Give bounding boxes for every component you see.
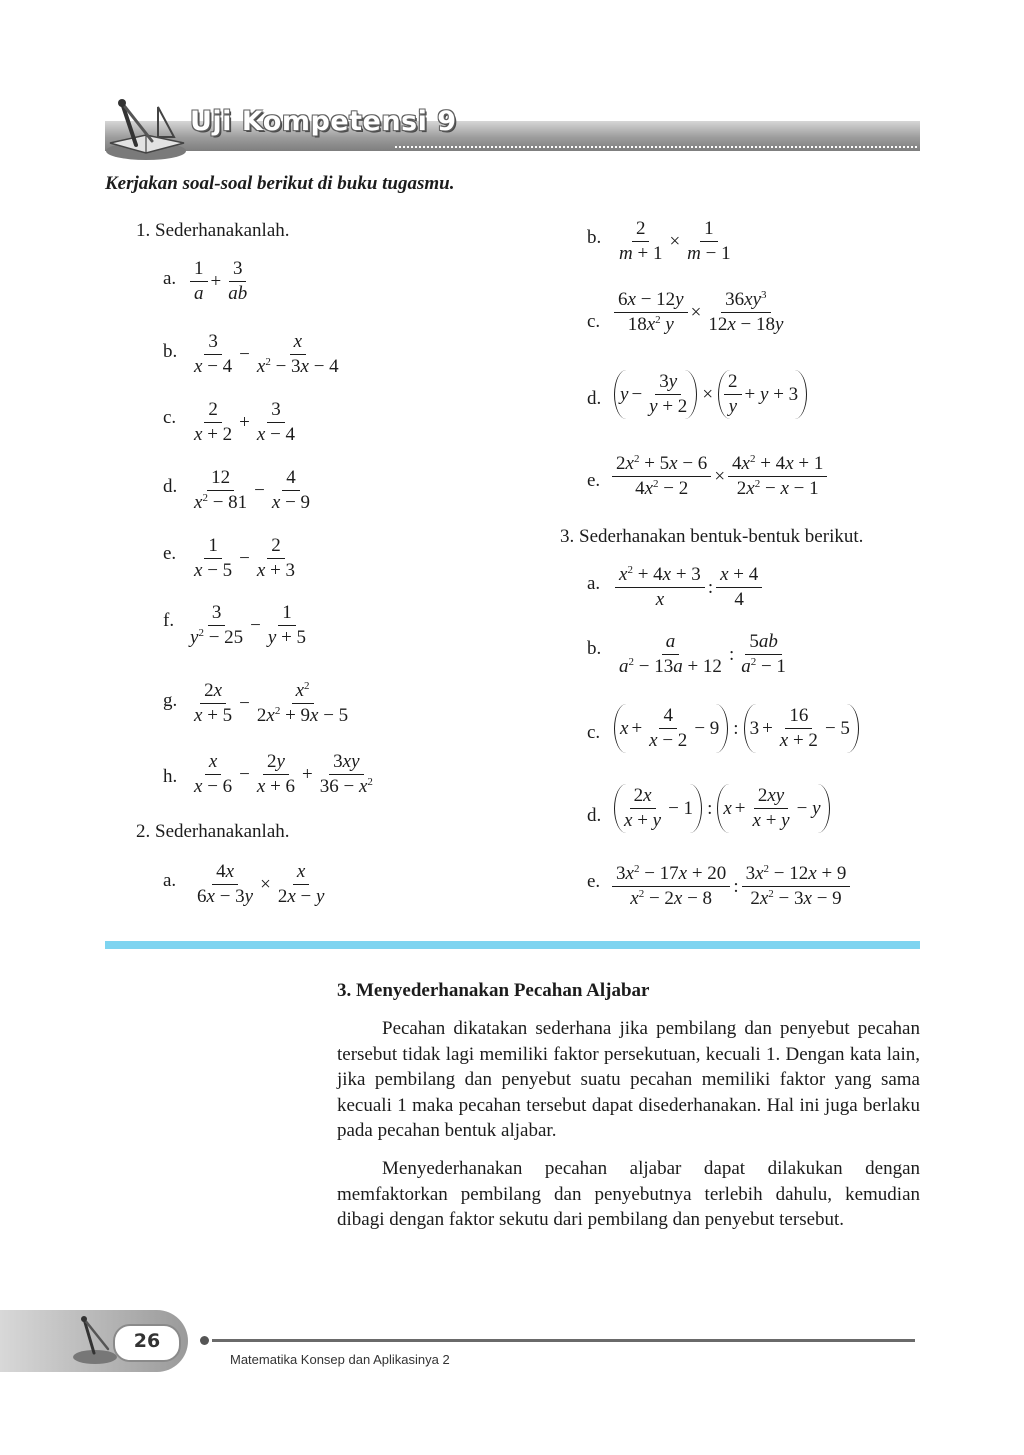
item-label: b. <box>587 227 602 248</box>
math-expression: $\frac{a}{a^2 - 13a + 12}$ : $\frac{5ab}{a^2 - 1}$ <box>619 631 786 677</box>
math-expression: y − $\frac{3y}{y + 2}$ × $\frac{2}{y}$ + y + 3 <box>612 370 809 419</box>
math-expression: $\frac{3}{y^2 - 25}$ − $\frac{1}{y + 5}$ <box>190 602 307 648</box>
footer-dot <box>200 1336 209 1345</box>
footer-rule <box>212 1339 915 1342</box>
math-expression: $\frac{2x^2 + 5x - 6}{4x^2 - 2}$ × $\frac{4x^2 + 4x + 1}{2x^2 - x - 1}$ <box>612 452 827 501</box>
item-label: c. <box>587 722 601 743</box>
question-3-heading: 3. Sederhanakan bentuk-bentuk berikut. <box>560 526 864 547</box>
math-expression: $\frac{1}{a}$ + $\frac{3}{ab}$ <box>190 257 251 306</box>
math-expression: $\frac{3x^2 - 17x + 20}{x^2 - 2x - 8}$ : $\frac{3x^2 - 12x + 9}{2x^2 - 3x - 9}$ <box>612 862 850 911</box>
item-label: d. <box>587 805 602 826</box>
math-expression: $\frac{2}{x + 2}$ + $\frac{3}{x - 4}$ <box>194 399 296 445</box>
math-expression: $\frac{x}{x - 6}$ − $\frac{2y}{x + 6}$ + $\frac{3xy}{36 - x^2}$ <box>194 751 373 797</box>
item-label: f. <box>163 610 175 631</box>
item-label: g. <box>163 690 178 711</box>
item-label: a. <box>163 870 177 891</box>
question-2-heading: 2. Sederhanakanlah. <box>136 821 290 842</box>
item-label: c. <box>163 407 177 428</box>
math-expression: $\frac{2}{m + 1}$ × $\frac{1}{m - 1}$ <box>619 218 731 264</box>
item-label: e. <box>587 871 601 892</box>
book-title: Matematika Konsep dan Aplikasinya 2 <box>230 1352 450 1367</box>
math-expression: $\frac{x^2 + 4x + 3}{x}$ : $\frac{x + 4}{4}$ <box>615 563 762 612</box>
page-number: 26 <box>133 1330 161 1352</box>
banner-dotted-line <box>395 146 917 148</box>
math-expression: $\frac{2x}{x + 5}$ − $\frac{x^2}{2x^2 + 9x - 5}$ <box>194 680 349 726</box>
section-divider <box>105 941 920 949</box>
math-expression: $\frac{12}{x^2 - 81}$ − $\frac{4}{x - 9}$ <box>194 467 311 513</box>
paragraph: Pecahan dikatakan sederhana jika pembilang dan penyebut pecahan tersebut tidak lagi memiliki faktor persekutuan, kecuali 1. Dengan kata lain, jika pembilang dan penyebut suatu pecahan memiliki faktor yang sama kecuali 1 maka pecahan tersebut dapat disederhanakan. Hal ini juga berlaku pada pecahan bentuk aljabar. <box>337 1018 920 1141</box>
math-expression: $\frac{4x}{6x - 3y}$ × $\frac{x}{2x - y}$ <box>197 861 325 907</box>
item-label: e. <box>587 470 601 491</box>
math-expression: $\frac{6x - 12y}{18x^2 y}$ × $\frac{36xy^3}{12x - 18y}$ <box>614 288 787 337</box>
paragraph: Menyederhanakan pecahan aljabar dapat dilakukan dengan memfaktorkan pembilang dan penyebutnya terlebih dahulu, kemudian dibagi dengan faktor sekutu dari pembilang dan penyebut tersebut. <box>337 1158 920 1230</box>
item-label: b. <box>163 341 178 362</box>
item-label: a. <box>163 268 177 289</box>
item-label: d. <box>163 476 178 497</box>
item-label: h. <box>163 766 178 787</box>
math-expression: $\frac{3}{x - 4}$ − $\frac{x}{x^2 - 3x - 4}$ <box>194 331 339 377</box>
math-expression: $\frac{1}{x - 5}$ − $\frac{2}{x + 3}$ <box>194 535 296 581</box>
item-label: c. <box>587 311 601 332</box>
item-label: d. <box>587 388 602 409</box>
item-label: b. <box>587 638 602 659</box>
section-title: 3. Menyederhanakan Pecahan Aljabar <box>337 980 650 1001</box>
instruction-text: Kerjakan soal-soal berikut di buku tugasmu. <box>105 173 455 194</box>
item-label: a. <box>587 573 601 594</box>
item-label: e. <box>163 543 177 564</box>
question-1-heading: 1. Sederhanakanlah. <box>136 220 290 241</box>
section-header-title: Uji Kompetensi 9 <box>190 106 457 137</box>
math-expression: x + $\frac{4}{x - 2}$ − 9 : 3 + $\frac{16}{x + 2}$ − 5 <box>612 704 861 753</box>
math-expression: $\frac{2x}{x + y}$ − 1 : x + $\frac{2xy}{x + y}$ − y <box>612 784 832 833</box>
compass-book-icon <box>100 93 192 165</box>
